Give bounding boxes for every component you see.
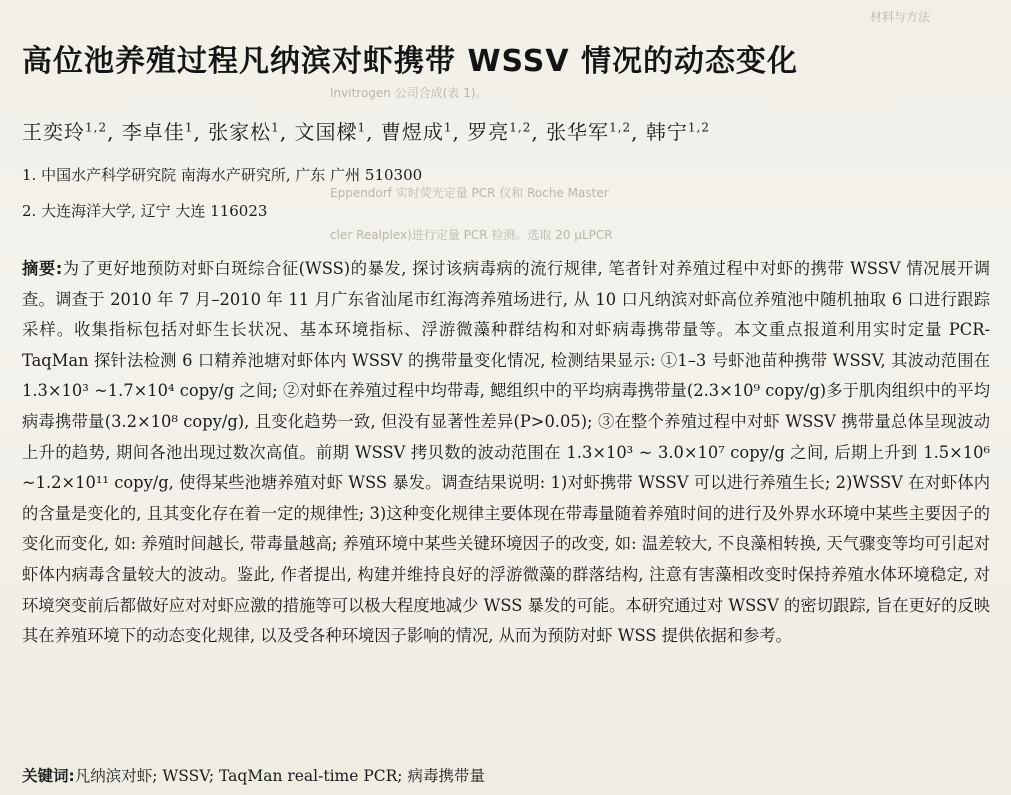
keywords-label: 关键词: xyxy=(22,767,75,785)
author-affiliation-mark: 1 xyxy=(443,120,453,135)
author-affiliation-mark: 1,2 xyxy=(687,120,710,135)
keywords xyxy=(22,764,485,786)
bleed-through-text: Invitrogen 公司合成(表 1)。 xyxy=(330,86,488,100)
author-name: 罗亮 xyxy=(467,120,510,144)
paper-title: 高位池养殖过程凡纳滨对虾携带 WSSV 情况的动态变化 xyxy=(22,44,799,79)
bleed-through-text: 材料与方法 xyxy=(870,10,931,24)
author-name: 张华军 xyxy=(546,120,610,144)
abstract-text: 为了更好地预防对虾白斑综合征(WSS)的暴发, 探讨该病毒病的流行规律, 笔者针对养殖过程中对虾的携带 WSSV 情况展开调查。调查于 2010 年 7 月–2010 年 11 月广东省汕尾市红海湾养殖场进行, 从 10 口凡纳滨对虾高位养殖池中随机抽取 6 口进行跟踪采样。收集指标包括对虾生长状况、基本环境指标、浮游微藻种群结构和对虾病毒携带量等。本文重点报道利用实时定量 PCR-TaqMan 探针法检测 6 口精养池塘对虾体内 WSSV 的携带量变化情况, 检测结果显示: ①1–3 号虾池苗种携带 WSSV, 其波动范围在 1.3×10³ ~1.7×10⁴ copy/g 之间; ②对虾在养殖过程中均带毒, 鳃组织中的平均病毒携带量(2.3×10⁹ copy/g)多于肌肉组织中的平均病毒携带量(3.2×10⁸ copy/g), 且变化趋势一致, 但没有显著性差异(P>0.05); ③在整个养殖过程中对虾 WSSV 携带量总体呈现波动上升的趋势, 期间各池出现过数次高值。前期 WSSV 拷贝数的波动范围在 1.3×10³ ~ 3.0×10⁷ copy/g 之间, 后期上升到 1.5×10⁶ ~1.2×10¹¹ copy/g, 使得某些池塘养殖对虾 WSS 暴发。调查结果说明: 1)对虾携带 WSSV 可以进行养殖生长; 2)WSSV 在对虾体内的含量是变化的, 且其变化存在着一定的规律性; 3)这种变化规律主要体现在带毒量随着养殖时间的进行及外界水环境中某些主要因子的变化而变化, 如: 养殖时间越长, 带毒量越高; 养殖环境中某些关键环境因子的改变, 如: 温差较大, 不良藻相转换, 天气骤变等均可引起对虾体内病毒含量较大的波动。鉴此, 作者提出, 构建并维持良好的浮游微藻的群落结构, 注意有害藻相改变时保持养殖水体环境稳定, 对环境突变前后都做好应对对虾应激的措施等可以极大程度地减少 WSS 暴发的可能。本研究通过对 WSSV 的密切跟踪, 旨在更好的反映其在养殖环境下的动态变化规律, 以及受各种环境因子影响的情况, 从而为预防对虾 WSS 提供依据和参考。 xyxy=(22,259,991,646)
author-name: 李卓佳 xyxy=(121,120,185,144)
author-affiliation-mark: 1,2 xyxy=(609,120,632,135)
author-affiliation-mark: 1,2 xyxy=(509,120,532,135)
bleed-through-text: Eppendorf 实时荧光定量 PCR 仪和 Roche Master xyxy=(330,186,609,200)
abstract-label: 摘要: xyxy=(22,259,63,278)
author-name: 王奕玲 xyxy=(22,120,85,144)
bleed-through-text: cler Realplex)进行定量 PCR 检测。选取 20 μLPCR xyxy=(330,228,613,242)
author-affiliation-mark: 1 xyxy=(271,120,280,135)
abstract xyxy=(22,254,990,652)
keywords-text: 凡纳滨对虾; WSSV; TaqMan real-time PCR; 病毒携带量 xyxy=(74,767,485,785)
author-name: 曹煜成 xyxy=(380,120,444,144)
author-list: 王奕玲$^{1,2}$, 李卓佳$^1$, 张家松$^1$, 文国樑$^1$, 曹煜成$^1$, 罗亮$^{1,2}$, 张华军$^{1,2}$, 韩宁$^{1,2}$ xyxy=(22,120,710,144)
affiliation-2: 2. 大连海洋大学, 辽宁 大连 116023 xyxy=(22,202,268,220)
author-affiliation-mark: 1 xyxy=(184,120,194,135)
author-name: 文国樑 xyxy=(294,120,358,144)
affiliation-1: 1. 中国水产科学研究院 南海水产研究所, 广东 广州 510300 xyxy=(22,166,423,184)
author-affiliation-mark: 1 xyxy=(357,120,367,135)
author-affiliation-mark: 1,2 xyxy=(85,120,108,135)
author-name: 韩宁 xyxy=(645,120,688,144)
author-name: 张家松 xyxy=(208,120,272,144)
